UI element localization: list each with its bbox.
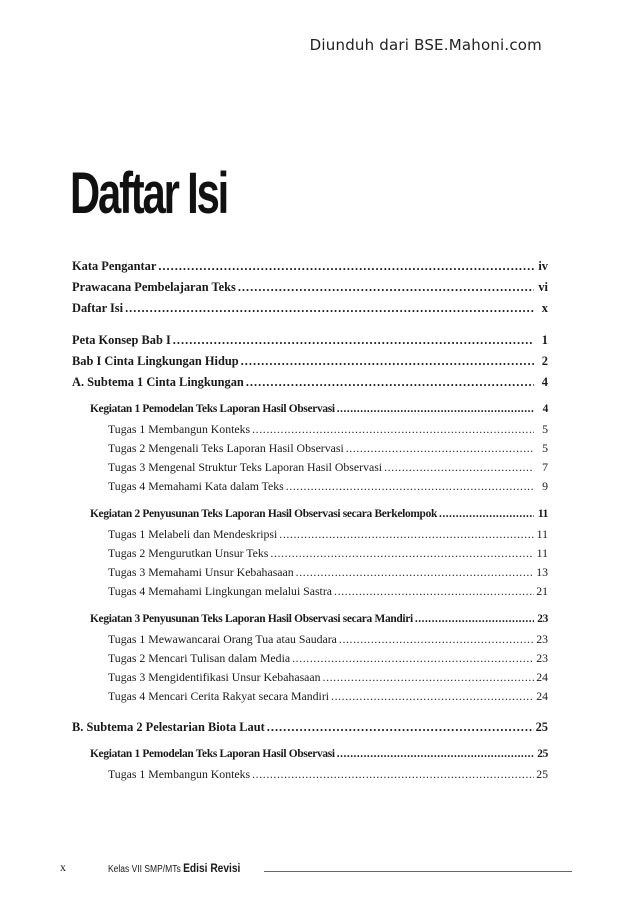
toc-entry-label: Kegiatan 2 Penyusunan Teks Laporan Hasil Observasi secara Berkelompok	[90, 508, 438, 520]
toc-entry[interactable]	[108, 689, 548, 704]
toc-entry-label: Prawacana Pembelajaran Teks	[72, 280, 236, 294]
footer-rule	[264, 871, 572, 872]
toc-entry-label: Tugas 2 Mengurutkan Unsur Teks	[108, 546, 269, 560]
toc-entry-label: Tugas 4 Mencari Cerita Rakyat secara Mandiri	[108, 689, 330, 703]
toc-entry-page: vi	[538, 280, 548, 294]
toc-leader-dots	[323, 670, 534, 685]
toc-entry[interactable]	[108, 527, 548, 542]
toc-entry[interactable]	[72, 354, 548, 369]
toc-entry-page: 4	[542, 403, 548, 415]
toc-entry-label: B. Subtema 2 Pelestarian Biota Laut	[72, 720, 265, 734]
toc-entry-page: 23	[537, 613, 548, 625]
toc-leader-dots	[252, 767, 534, 782]
toc-entry-label: Daftar Isi	[72, 301, 124, 315]
toc-entry[interactable]	[72, 280, 548, 295]
toc-leader-dots	[267, 720, 534, 735]
toc-entry-page: 23	[536, 632, 548, 646]
toc-entry-label: Tugas 2 Mengenali Teks Laporan Hasil Observasi	[108, 441, 344, 455]
toc-entry-label: Tugas 1 Mewawancarai Orang Tua atau Saudara	[108, 632, 337, 646]
toc-entry-page: 4	[541, 375, 548, 389]
toc-leader-dots	[270, 546, 534, 561]
toc-entry-page: 9	[542, 479, 548, 493]
toc-entry-label: Kegiatan 1 Pemodelan Teks Laporan Hasil Observasi	[90, 403, 335, 415]
toc-entry-page: 11	[536, 527, 548, 541]
toc-entry-page: iv	[538, 259, 548, 273]
toc-entry[interactable]	[90, 748, 548, 760]
toc-entry[interactable]	[90, 508, 548, 520]
toc-leader-dots	[238, 280, 534, 295]
toc-leader-dots	[173, 333, 534, 348]
toc-entry-page: 24	[536, 670, 548, 684]
toc-leader-dots	[241, 354, 534, 369]
toc-entry-label: Tugas 3 Mengidentifikasi Unsur Kebahasaan	[108, 670, 321, 684]
toc-leader-dots	[346, 441, 534, 456]
watermark: Diunduh dari BSE.Mahoni.com	[309, 36, 542, 54]
toc-entry-page: 25	[535, 720, 548, 734]
toc-leader-dots	[337, 748, 534, 760]
toc-leader-dots	[292, 651, 534, 666]
toc-entry-label: Bab I Cinta Lingkungan Hidup	[72, 354, 239, 368]
page-title: Daftar Isi	[70, 161, 228, 226]
toc-entry-page: 1	[541, 333, 548, 347]
toc-leader-dots	[279, 527, 534, 542]
toc-entry-label: Tugas 3 Mengenal Struktur Teks Laporan Hasil Observasi	[108, 460, 383, 474]
toc-entry-label: A. Subtema 1 Cinta Lingkungan	[72, 375, 244, 389]
toc-entry-label: Kata Pengantar	[72, 259, 157, 273]
toc-leader-dots	[334, 584, 534, 599]
toc-leader-dots	[252, 422, 534, 437]
toc-leader-dots	[125, 301, 534, 316]
toc-leader-dots	[415, 613, 534, 625]
footer-book-title	[108, 861, 240, 875]
toc-leader-dots	[384, 460, 534, 475]
toc-entry-page: 13	[536, 565, 548, 579]
toc-entry[interactable]	[108, 460, 548, 475]
toc-entry-label: Tugas 4 Memahami Lingkungan melalui Sastra	[108, 584, 333, 598]
toc-entry[interactable]	[72, 720, 548, 735]
toc-leader-dots	[339, 632, 534, 647]
toc-entry-label: Tugas 1 Membangun Konteks	[108, 422, 251, 436]
toc-entry[interactable]	[108, 565, 548, 580]
toc-entry[interactable]	[72, 301, 548, 316]
toc-leader-dots	[158, 259, 534, 274]
toc-entry-page: 24	[536, 689, 548, 703]
toc-entry[interactable]	[90, 403, 548, 415]
toc-entry-page: 11	[537, 508, 548, 520]
toc-entry-label: Tugas 3 Memahami Unsur Kebahasaan	[108, 565, 294, 579]
toc-entry[interactable]	[90, 613, 548, 625]
footer-page-number: x	[60, 860, 66, 874]
toc-entry[interactable]	[108, 422, 548, 437]
toc-entry[interactable]	[108, 670, 548, 685]
toc-entry[interactable]	[108, 767, 548, 782]
toc-entry-page: 2	[541, 354, 548, 368]
toc-leader-dots	[439, 508, 534, 520]
toc-entry-page: 25	[537, 748, 548, 760]
toc-entry-page: x	[541, 301, 548, 315]
toc-entry-label: Peta Konsep Bab I	[72, 333, 171, 347]
toc-entry-page: 23	[536, 651, 548, 665]
toc-entry[interactable]	[108, 546, 548, 561]
toc-entry[interactable]	[108, 584, 548, 599]
toc-entry-page: 5	[542, 441, 548, 455]
toc-entry[interactable]	[72, 333, 548, 348]
toc-entry[interactable]	[108, 632, 548, 647]
toc-entry-page: 25	[536, 767, 548, 781]
toc-entry-page: 5	[542, 422, 548, 436]
toc-leader-dots	[331, 689, 534, 704]
toc-entry-label: Kegiatan 3 Penyusunan Teks Laporan Hasil Observasi secara Mandiri	[90, 613, 413, 625]
toc-entry[interactable]	[72, 375, 548, 390]
toc-leader-dots	[296, 565, 534, 580]
toc-entry[interactable]	[72, 259, 548, 274]
footer-book-name: Kelas VII SMP/MTs	[108, 864, 181, 875]
toc-leader-dots	[246, 375, 534, 390]
toc-entry-label: Tugas 2 Mencari Tulisan dalam Media	[108, 651, 291, 665]
toc-entry-label: Tugas 4 Memahami Kata dalam Teks	[108, 479, 284, 493]
toc-entry-page: 7	[542, 460, 548, 474]
toc-entry-page: 11	[536, 546, 548, 560]
toc-entry-label: Tugas 1 Membangun Konteks	[108, 767, 251, 781]
toc-entry-label: Tugas 1 Melabeli dan Mendeskripsi	[108, 527, 278, 541]
footer-edition: Edisi Revisi	[183, 861, 241, 875]
toc-entry-label: Kegiatan 1 Pemodelan Teks Laporan Hasil Observasi	[90, 748, 335, 760]
toc-leader-dots	[286, 479, 534, 494]
toc-leader-dots	[337, 403, 534, 415]
toc-entry[interactable]	[108, 479, 548, 494]
toc-entry[interactable]	[108, 441, 548, 456]
toc-entry-page: 21	[536, 584, 548, 598]
toc-entry[interactable]	[108, 651, 548, 666]
